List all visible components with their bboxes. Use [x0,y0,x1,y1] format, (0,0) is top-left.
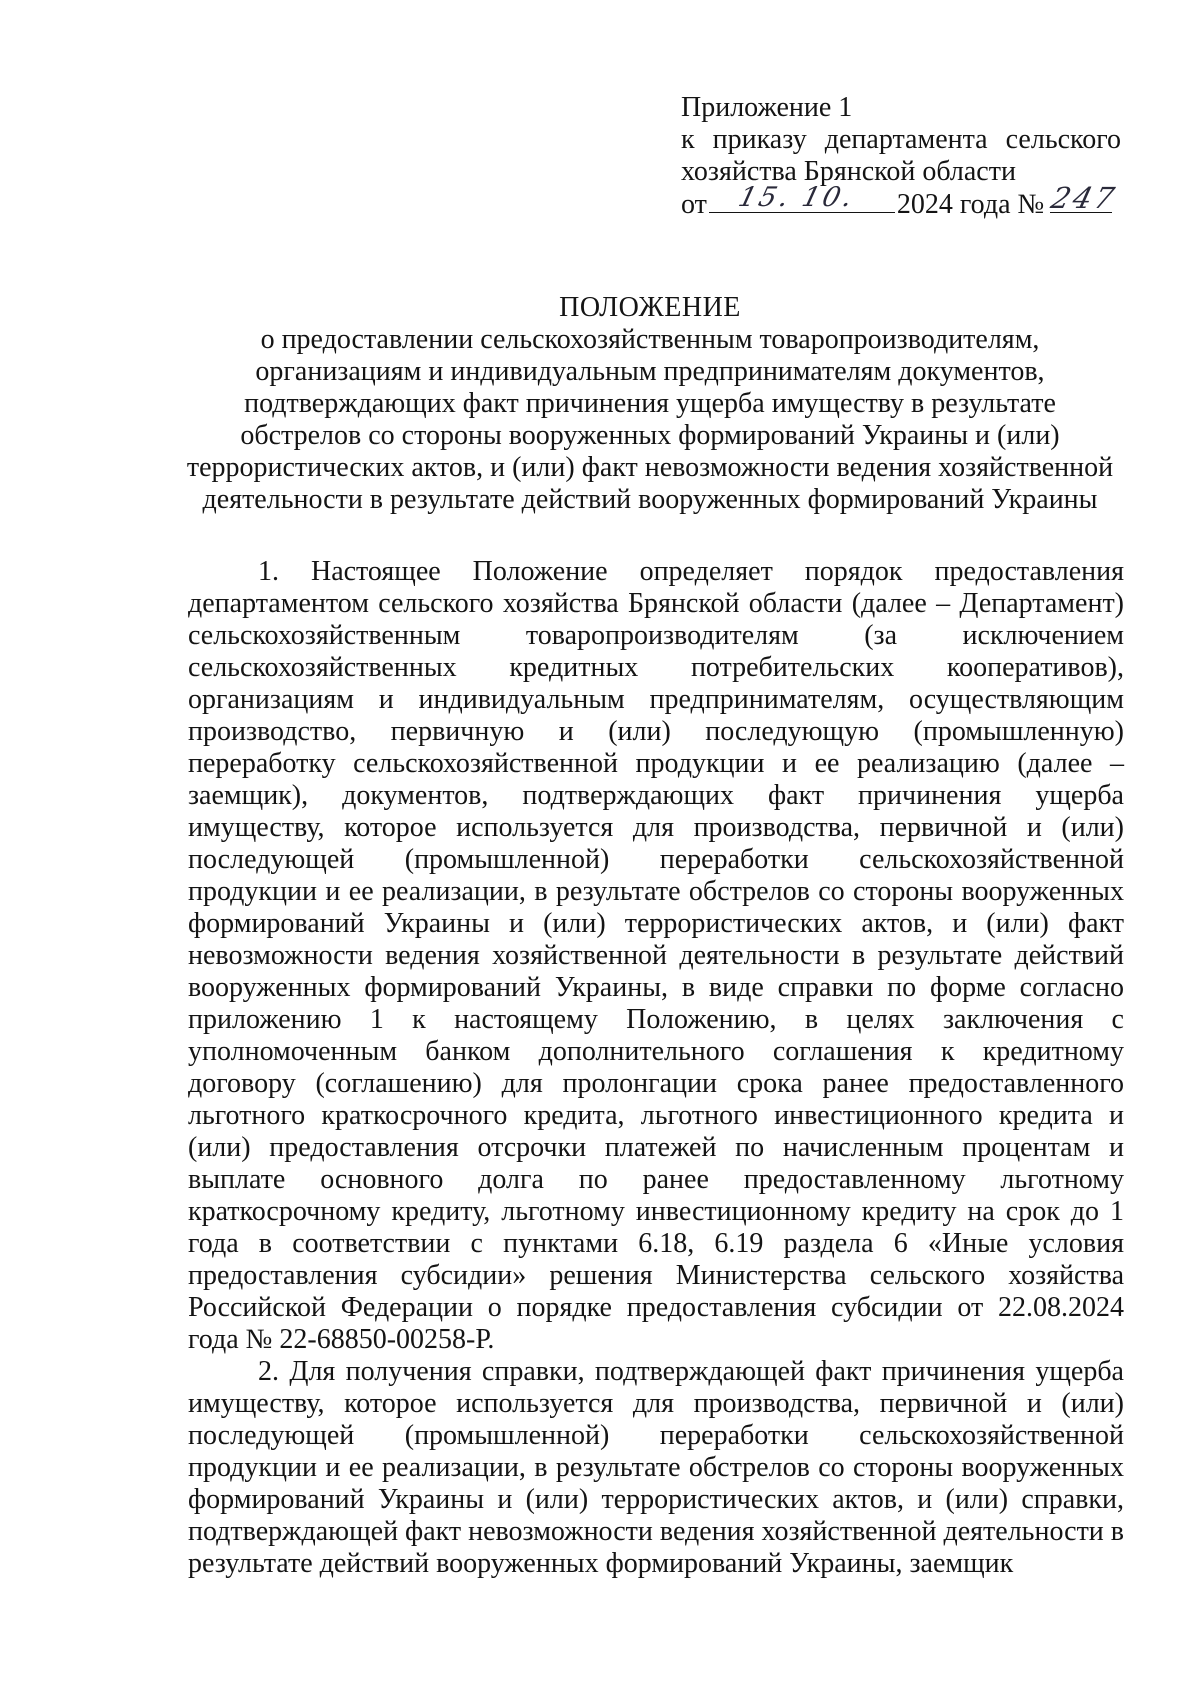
date-blank [709,182,895,213]
title-line: террористических актов, и (или) факт невозможности ведения хозяйственной [186,452,1114,483]
title-line: организациям и индивидуальным предпринимателям документов, [255,356,1045,387]
appendix-order-line: к приказу департамента сельского [681,124,1121,155]
title-heading: ПОЛОЖЕНИЕ [559,292,741,323]
title-line: обстрелов со стороны вооруженных формирований Украины и (или) [240,420,1060,451]
paragraph-2: 2. Для получения справки, подтверждающей факт причинения ущерба имуществу, которое используется для производства, первичной и (или) последующей (промышленной) переработки сельскохозяйственной продукции и ее реализации, в результате обстрелов со стороны вооруженных формирований Украины и (или) террористических актов, и (или) справки, подтверждающей факт невозможности ведения хозяйственной деятельности в результате действий вооруженных формирований Украины, заемщик [188,1356,1125,1579]
appendix-region-line: хозяйства Брянской области [681,156,1016,187]
appendix-date-line [681,181,1121,221]
number-blank [1048,181,1121,215]
paragraph-1: 1. Настоящее Положение определяет порядок предоставления департаментом сельского хозяйства Брянской области (далее – Департамент) сельскохозяйственным товаропроизводителям (за исключением сельскохозяйственных кредитных потребительских кооперативов), организациям и индивидуальным предпринимателям, осуществляющим производство, первичную и (или) последующую (промышленную) переработку сельскохозяйственной продукции и ее реализацию (далее – заемщик), документов, подтверждающих факт причинения ущерба имуществу, которое используется для производства, первичной и (или) последующей (промышленной) переработки сельскохозяйственной продукции и ее реализации, в результате обстрелов со стороны вооруженных формирований Украины и (или) террористических актов, и (или) факт невозможности ведения хозяйственной деятельности в результате действий вооруженных формирований Украины, в виде справки по форме согласно приложению 1 к настоящему Положению, в целях заключения с уполномоченным банком дополнительного соглашения к кредитному договору (соглашению) для пролонгации срока ранее предоставленного льготного краткосрочного кредита, льготного инвестиционного кредита и (или) предоставления отсрочки платежей по начисленным процентам и выплате основного долга по ранее предоставленному льготному краткосрочному кредиту, льготному инвестиционному кредиту на срок до 1 года в соответствии с пунктами 6.18, 6.19 раздела 6 «Иные условия предоставления субсидии» решения Министерства сельского хозяйства Российской Федерации о порядке предоставления субсидии от 22.08.2024 года № 22-68850-00258-Р. [188,556,1124,1355]
appendix-header [681,92,1121,221]
document-body [188,556,1124,1580]
handwritten-date: 15. 10. [735,182,859,213]
appendix-title: Приложение 1 [681,92,853,123]
handwritten-number: 247 [1048,181,1121,215]
title-line: подтверждающих факт причинения ущерба имуществу в результате [244,388,1056,419]
title-line: деятельности в результате действий вооруженных формирований Украины [202,484,1098,515]
date-suffix: 2024 года № [896,189,1045,220]
title-line: о предоставлении сельскохозяйственным товаропроизводителям, [260,324,1040,355]
document-title [160,292,1140,516]
date-prefix: от [681,189,707,220]
